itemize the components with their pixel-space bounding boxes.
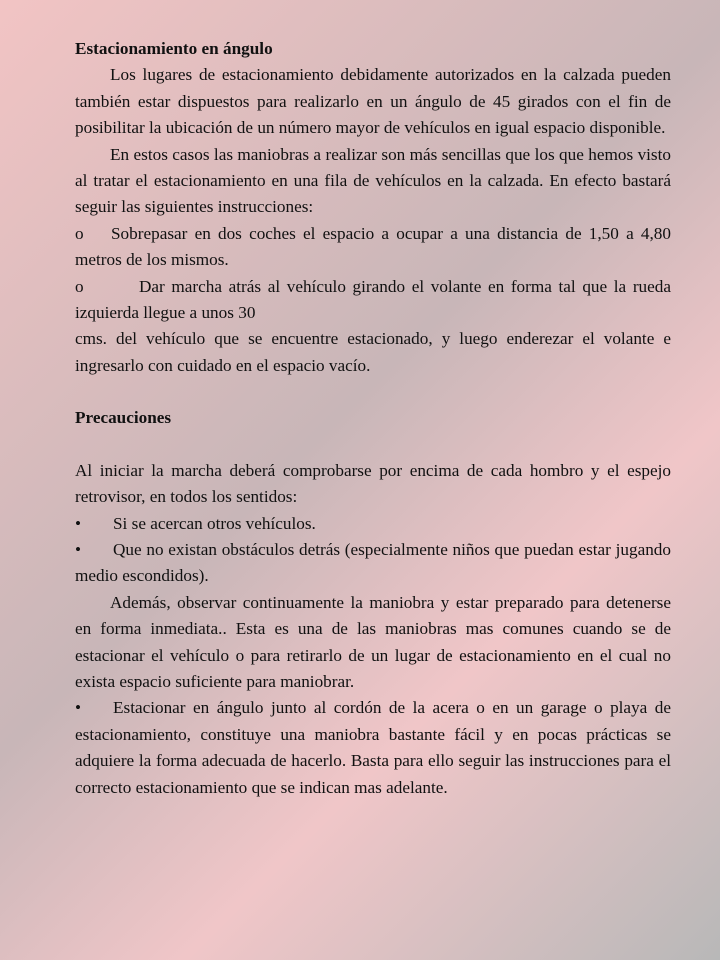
list-item-text: Sobrepasar en dos coches el espacio a ocupar a una distancia de 1,50 a 4,80 metros de los mismos. xyxy=(75,223,671,270)
section-title-precautions: Precauciones xyxy=(75,408,172,428)
list-item xyxy=(75,695,671,801)
paragraph-intro: Los lugares de estacionamiento debidamente autorizados en la calzada pueden también estar dispuestos para realizarlo en un ángulo de 45 girados con el fin de posibilitar la ubicación de un número mayor de vehículos en igual espacio disponible. xyxy=(75,65,671,138)
bullet-marker: • xyxy=(75,698,82,718)
list-marker: o xyxy=(75,276,84,296)
document-page xyxy=(75,36,671,801)
list-item-text: Estacionar en ángulo junto al cordón de la acera o en un garage o playa de estacionamiento, constituye una maniobra bastante fácil y en pocas prácticas se adquiere la forma adecuada de hacerlo. Basta para ello seguir las instrucciones para el correcto estacionamiento que se indican mas adelante. xyxy=(75,698,671,797)
list-item xyxy=(75,511,671,537)
list-item xyxy=(75,274,671,327)
spacer xyxy=(75,379,671,405)
list-item-text: Dar marcha atrás al vehículo girando el volante en forma tal que la rueda izquierda llegue a unos 30 xyxy=(75,276,671,323)
section-title-angle-parking: Estacionamiento en ángulo xyxy=(75,39,273,58)
list-item-text: Si se acercan otros vehículos. xyxy=(113,513,316,533)
spacer xyxy=(75,432,671,458)
paragraph-continuation: cms. del vehículo que se encuentre estacionado, y luego enderezar el volante e ingresarlo con cuidado en el espacio vacío. xyxy=(75,329,671,375)
paragraph-observe: Además, observar continuamente la maniobra y estar preparado para detenerse en forma inmediata.. Esta es una de las maniobras mas comunes cuando se de estacionar el vehículo o para retirarlo de un lugar de estacionamiento en el cual no exista espacio suficiente para maniobrar. xyxy=(75,592,671,691)
list-item xyxy=(75,221,671,274)
paragraph-start: Al iniciar la marcha deberá comprobarse por encima de cada hombro y el espejo retrovisor, en todos los sentidos: xyxy=(75,460,671,507)
list-item xyxy=(75,537,671,590)
list-marker: o xyxy=(75,223,84,243)
bullet-marker: • xyxy=(75,513,82,533)
paragraph-instructions: En estos casos las maniobras a realizar son más sencillas que los que hemos visto al tratar el estacionamiento en una fila de vehículos en la calzada. En efecto bastará seguir las siguientes instrucciones: xyxy=(75,144,671,217)
bullet-marker: • xyxy=(75,539,82,559)
list-item-text: Que no existan obstáculos detrás (especialmente niños que puedan estar jugando medio escondidos). xyxy=(75,539,671,586)
